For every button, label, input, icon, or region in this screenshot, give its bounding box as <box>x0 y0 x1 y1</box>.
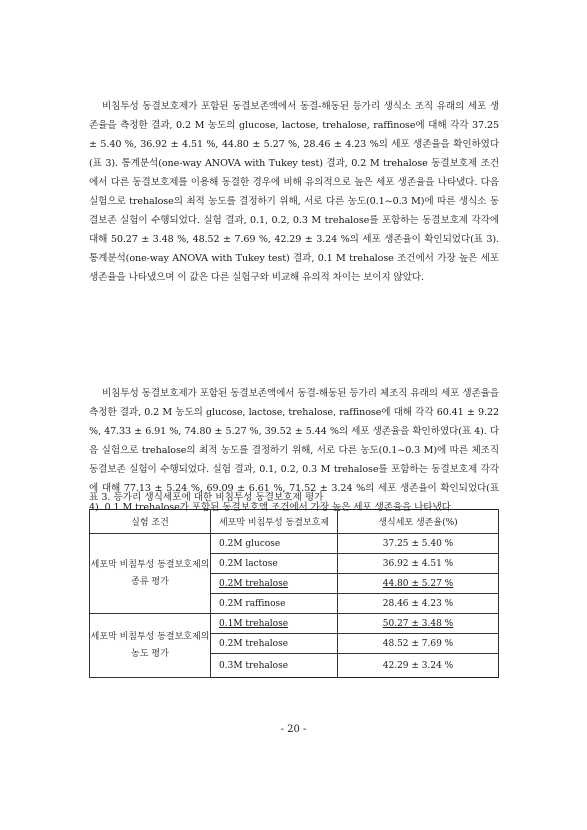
agent-cell: 0.2M trehalose <box>211 634 338 654</box>
table-row <box>90 534 499 554</box>
agent-cell <box>211 614 338 634</box>
header-survival: 생식세포 생존율(%) <box>338 510 499 534</box>
value-cell: 37.25 ± 5.40 % <box>338 534 499 554</box>
agent-text-underlined: 0.1M trehalose <box>219 618 289 629</box>
paragraph-tissue-results: 비침투성 동결보호제가 포함된 동결보존액에서 동결-해동된 등가리 체조직 유래의 세포 생존율을 측정한 결과, 0.2 M 농도의 glucose, lactose, trehalose, raffinose에 대해 각각 60.41 ± 9.22 %, 47.33 ± 6.91 %, 74.80 ± 5.27 %, 39.52 ± 5.44 %의 세포 생존율을 확인하였다(표 4). 다음 실험으로 trehalose의 최적 농도를 결정하기 위해, 서로 다른 농도(0.1~0.3 M)에 따른 체조직 동결보존 실험이 수행되었다. 실험 결과, 0.1, 0.2, 0.3 M trehalose를 포함하는 동결보호제 각각에 대해 77.13 ± 5.24 %, 69.09 ± 6.61 %, 71.52 ± 3.24 %의 세포 생존율이 확인되었다(표 4). 0.1 M trehalose가 포함된 동결보호액 조건에서 가장 높은 세포 생존율을 나타냈다. <box>89 388 499 513</box>
group-label-concentration: 세포막 비침투성 동결보호제의 농도 평가 <box>90 614 211 678</box>
paragraph-gonad-results: 비침투성 동결보호제가 포함된 동결보존액에서 동결-해동된 등가리 생식소 조직 유래의 세포 생존율을 측정한 결과, 0.2 M 농도의 glucose, lactose, trehalose, raffinose에 대해 각각 37.25 ± 5.40 %, 36.92 ± 4.51 %, 44.80 ± 5.27 %, 28.46 ± 4.23 %의 세포 생존율을 확인하였다(표 3). 통계분석(one-way ANOVA with Tukey test) 결과, 0.2 M trehalose 동결보호제 조건에서 다른 동결보호제를 이용해 동결한 경우에 비해 유의적으로 높은 세포 생존율을 나타냈다. 다음 실험으로 trehalose의 최적 농도를 결정하기 위해, 서로 다른 농도(0.1~0.3 M)에 따른 생식소 동결보존 실험이 수행되었다. 실험 결과, 0.1, 0.2, 0.3 M trehalose를 포함하는 동결보호제 각각에 대해 50.27 ± 3.48 %, 48.52 ± 7.69 %, 42.29 ± 3.24 %의 세포 생존율이 확인되었다(표 3). 통계분석(one-way ANOVA with Tukey test) 결과, 0.1 M trehalose 조건에서 가장 높은 세포 생존율을 나타냈으며 이 값은 다른 실험구와 비교해 유의적 차이는 보이지 않았다. <box>89 101 499 283</box>
value-cell: 36.92 ± 4.51 % <box>338 554 499 574</box>
agent-cell <box>211 574 338 594</box>
value-cell: 48.52 ± 7.69 % <box>338 634 499 654</box>
value-text-underlined: 50.27 ± 3.48 % <box>382 618 454 629</box>
group-label-type: 세포막 비침투성 동결보호제의 종류 평가 <box>90 534 211 614</box>
value-cell <box>338 574 499 594</box>
table-row <box>90 614 499 634</box>
value-cell <box>338 614 499 634</box>
agent-cell: 0.2M raffinose <box>211 594 338 614</box>
value-cell: 42.29 ± 3.24 % <box>338 654 499 678</box>
agent-cell: 0.2M lactose <box>211 554 338 574</box>
table-header-row <box>90 510 499 534</box>
agent-cell: 0.3M trehalose <box>211 654 338 678</box>
value-text-underlined: 44.80 ± 5.27 % <box>382 578 454 589</box>
header-agent: 세포막 비침투성 동결보호제 <box>211 510 338 534</box>
agent-cell: 0.2M glucose <box>211 534 338 554</box>
value-cell: 28.46 ± 4.23 % <box>338 594 499 614</box>
table-caption: 표 3. 등가리 생식세포에 대한 비침투성 동결보호제 평가 <box>89 492 324 503</box>
page-number: - 20 - <box>280 724 307 735</box>
header-condition: 실험 조건 <box>90 510 211 534</box>
agent-text-underlined: 0.2M trehalose <box>219 578 289 589</box>
cryoprotectant-table <box>89 509 499 678</box>
